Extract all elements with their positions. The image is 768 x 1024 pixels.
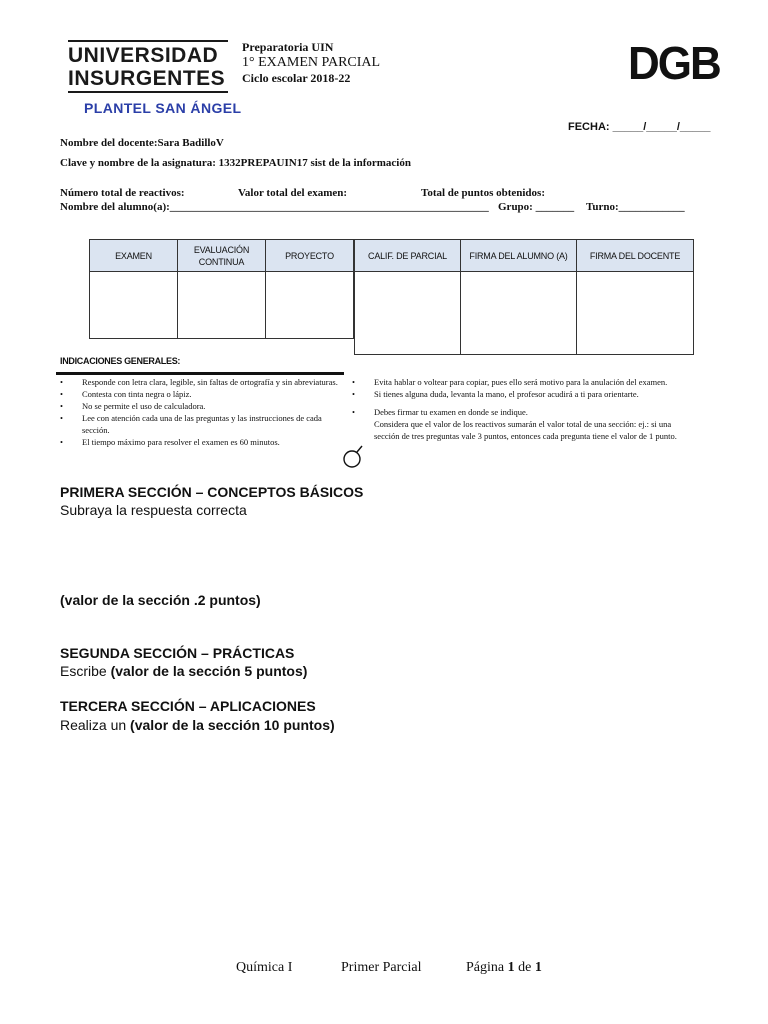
section-1-title: PRIMERA SECCIÓN – CONCEPTOS BÁSICOS: [60, 484, 364, 500]
footer-partial: Primer Parcial: [341, 960, 422, 975]
list-item-text: Lee con atención cada una de las preguntas y las instrucciones de cada sección.: [82, 413, 322, 435]
points-obtained-label: Total de puntos obtenidos:: [421, 187, 545, 199]
bullet-icon: •: [352, 407, 355, 417]
totals-row: [60, 187, 700, 201]
list-item-text: Debes firmar tu examen en donde se indique.: [374, 407, 528, 417]
section-3-value: (valor de la sección 10 puntos): [130, 717, 335, 733]
list-item-text: Contesta con tinta negra o lápiz.: [82, 389, 192, 399]
teacher-name: Nombre del docente:Sara BadilloV: [60, 137, 224, 149]
section-3-verb: Realiza un: [60, 717, 127, 733]
university-logo: [68, 40, 228, 96]
section-2-verb: Escribe: [60, 663, 107, 679]
section-1-value: (valor de la sección .2 puntos): [60, 592, 261, 608]
grade-col-continuous: [177, 239, 266, 339]
footer-page-current: 1: [507, 960, 515, 975]
list-item: [350, 388, 692, 400]
list-item-text: Evita hablar o voltear para copiar, pues ello será motivo para la anulación del examen.: [374, 377, 668, 387]
list-item: [350, 406, 692, 418]
bullet-icon: •: [352, 377, 355, 387]
grade-table: [89, 239, 694, 355]
indications-left-list: [58, 376, 342, 448]
exam-name: 1° EXAMEN PARCIAL: [242, 55, 381, 70]
bullet-icon: •: [60, 389, 63, 399]
list-item: [58, 412, 342, 436]
list-item-text: No se permite el uso de calculadora.: [82, 401, 206, 411]
list-item: [350, 418, 692, 442]
grade-col-project: [265, 239, 354, 339]
bullet-icon: •: [352, 389, 355, 399]
logo-rule-bottom: [68, 91, 228, 93]
student-row: [60, 201, 700, 215]
section-2-instruction: [60, 663, 307, 679]
grade-col-student-signature: [460, 239, 577, 355]
grade-header: EXAMEN: [90, 240, 177, 272]
grade-col-exam: [89, 239, 178, 339]
bullet-icon: •: [60, 413, 63, 423]
shift-field: Turno:____________: [586, 201, 685, 213]
list-item: [58, 436, 342, 448]
list-item: [58, 400, 342, 412]
logo-line-2: INSURGENTES: [68, 67, 226, 90]
list-item: [58, 376, 342, 388]
total-items-label: Número total de reactivos:: [60, 187, 185, 199]
logo-rule-top: [68, 40, 228, 42]
total-value-label: Valor total del examen:: [238, 187, 348, 199]
logo-line-1: UNIVERSIDAD: [68, 44, 219, 67]
list-item: [58, 388, 342, 400]
footer-subject: Química I: [236, 960, 293, 975]
subject-code: Clave y nombre de la asignatura: 1332PREPAUIN17 sist de la información: [60, 157, 411, 169]
indications-title: INDICACIONES GENERALES:: [60, 356, 181, 366]
section-2-value: (valor de la sección 5 puntos): [110, 663, 308, 679]
list-item-text: Si tienes alguna duda, levanta la mano, el profesor acudirá a ti para orientarte.: [374, 389, 639, 399]
section-2-title: SEGUNDA SECCIÓN – PRÁCTICAS: [60, 645, 295, 661]
grade-col-teacher-signature: [576, 239, 694, 355]
grade-header: EVALUACIÓN CONTINUA: [178, 240, 265, 272]
plantel-name: PLANTEL SAN ÁNGEL: [84, 100, 242, 116]
grade-header: PROYECTO: [266, 240, 353, 272]
list-item: [350, 376, 692, 388]
indications-right-list: [350, 376, 692, 442]
footer-of-word: de: [518, 960, 532, 975]
grade-header: FIRMA DEL ALUMNO (A): [461, 240, 576, 272]
grade-header: FIRMA DEL DOCENTE: [577, 240, 693, 272]
student-name-field: Nombre del alumno(a):__________________________________________________________: [60, 201, 489, 213]
grade-col-partial: [354, 239, 461, 355]
footer-page-total: 1: [534, 960, 542, 975]
section-3-instruction: [60, 717, 335, 733]
list-item-text: Responde con letra clara, legible, sin faltas de ortografía y sin abreviaturas.: [82, 377, 338, 387]
list-item-text: Considera que el valor de los reactivos sumarán el valor total de una sección: ej.: si una sección de tres preguntas vale 3 puntos, entonces cada pregunta tiene el valor de 1 punto.: [374, 419, 677, 441]
group-field: Grupo: _______: [498, 201, 575, 213]
school-cycle: Ciclo escolar 2018-22: [242, 71, 351, 85]
footer-page-word: Página: [466, 960, 505, 975]
circle-bullet-icon: [342, 444, 364, 470]
dgb-logo: DGB: [628, 38, 720, 90]
list-item-text: El tiempo máximo para resolver el examen es 60 minutos.: [82, 437, 280, 447]
indications-divider: [56, 372, 344, 375]
date-field: FECHA: _____/_____/_____: [568, 121, 711, 133]
section-3-title: TERCERA SECCIÓN – APLICACIONES: [60, 698, 316, 714]
grade-header: CALIF. DE PARCIAL: [355, 240, 460, 272]
footer-page-number: [466, 960, 542, 976]
bullet-icon: •: [60, 377, 63, 387]
prep-name: Preparatoria UIN: [242, 40, 334, 54]
bullet-icon: •: [60, 437, 63, 447]
bullet-icon: •: [60, 401, 63, 411]
section-1-instruction: Subraya la respuesta correcta: [60, 502, 247, 518]
exam-title-block: [242, 40, 380, 85]
